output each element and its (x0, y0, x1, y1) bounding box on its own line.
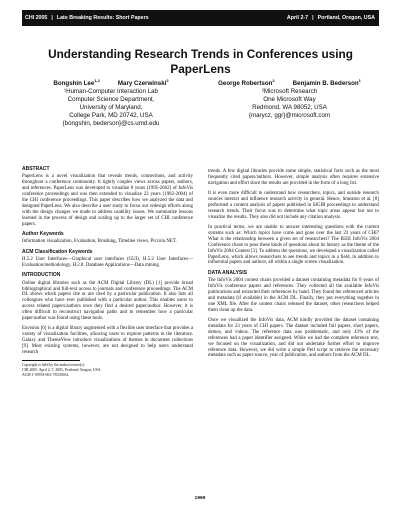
author-block-left: Bongshin Lee$^{1,2}$ Mary Czerwinski$^2$ ¹Human-Computer Interaction Lab Computer Science Department, University of Maryland, College Park, MD 20742, USA {bongshin, bederson}@cs.umd.edu (22, 77, 200, 128)
right-column (208, 169, 379, 364)
author-name: Bongshin Lee (53, 80, 95, 88)
left-column (22, 167, 193, 377)
affiliation-line: ¹Human-Computer Interaction Lab (64, 88, 158, 96)
affiliation-line: ²Microsoft Research (261, 88, 318, 96)
body-paragraph: In practical terms, we are unable to answer interesting questions with the current systems such as: Which topics have come and gone over the last 23 years of CHI? What is the relationship between a given set of researchers? The IEEE InfoVis 2004 Conference chose to pose these kinds of questions about its history as the theme of the InfoVis 2004 Contest [3]. To address the questions, we developed a visualization called PaperLens, which allows researchers to see trends and topics in a field, in addition to influential papers and authors, all within a single screen visualization. (208, 225, 379, 266)
abstract-text: PaperLens is a novel visualization that reveals trends, connections, and activity throughout a conference community. It tightly couples views across papers, authors, and references. PaperLens was developed to visualize 8 years (1995-2002) of InfoVis conference proceedings and was then extended to visualize 23 years (1982-2004) of the CHI conference proceedings. This paper describes how we analyzed the data and designed PaperLens. We also describe a user study to focus our redesign efforts along with the design changes we made to address usability issues. We summarize lessons learned in the process of design and scaling up to the larger set of CHI conference papers. (22, 174, 193, 227)
body-paragraph: The InfoVis 2004 contest chairs provided a dataset containing metadata for 8 years of InfoVis conference papers and references. They collected all the available InfoVis publications and extracted their references by hand. They found the referenced articles and metadata (if available) in the ACM DL. Finally, they put everything together in one XML file. After the contest chairs released the dataset, other researchers helped them clean up the data. (208, 278, 379, 313)
author-email: {bongshin, bederson}@cs.umd.edu (62, 120, 160, 128)
copyright-line: CHI 2005, April 2–7, 2005, Portland, Oregon, USA. (22, 368, 102, 373)
body-paragraph: Once we visualized the InfoVis data, ACM kindly provided the dataset containing metadata for 23 years of CHI papers. The dataset included full papers, short papers, demos, and videos. The reference data was problematic, and only 43% of the references had a paper identifier assigned. While we had the complete reference text, we focused on the visualization, and did not undertake further effort to improve reference data. However, we did write a simple Perl script to retrieve the necessary metadata such as paper source, year of publication, and authors from the ACM DL. (208, 318, 379, 359)
affiliation-line: Redmond, WA 98052, USA (252, 104, 327, 112)
track-name: Late Breaking Results: Short Papers (56, 15, 149, 21)
affiliation-line: Computer Science Department, (67, 96, 155, 104)
copyright-line: Copyright is held by the author/owner(s). (22, 363, 85, 368)
copyright-rule (22, 360, 80, 361)
author-name: George Robertson (218, 80, 273, 88)
author-name: Benjamin B. Bederson (292, 80, 359, 88)
author-block-right: George Robertson$^2$ Benjamin B. Bederson$^1$ ²Microsoft Research One Microsoft Way Redmond, WA 98052, USA {marycz, ggr}@microsoft.com (200, 77, 379, 120)
conference-location: Portland, Oregon, USA (317, 15, 375, 21)
body-paragraph: It is even more difficult to understand how researchers, topics, and outside research sources interact and influence research activity in general. Hence, Smeaton et al. [8] performed a content analysis of papers published in SIGIR proceedings to understand research trends. Their focus was to determine what topic areas appear but not to visualize the results. They also did not include any citation analysis. (208, 191, 379, 220)
affiliation-line: University of Maryland, (79, 104, 143, 112)
affiliation-line: One Microsoft Way (263, 96, 316, 104)
acm-heading: ACM Classification Keywords (22, 248, 93, 255)
page-number: 1969 (194, 496, 206, 501)
keywords-text: Information visualization, Evaluation, Brushing, Timeline views, Piccolo.NET. (22, 239, 177, 245)
introduction-paragraph: Online digital libraries such as the ACM Digital Library (DL) [1] provide broad bibliographical and full-text access to journals and conference proceedings. The ACM DL shows which papers cite or are cited by a particular publication. It also lists all colleagues who have ever published with a particular author. This enables users to access related papers/authors once they find a desired paper/author. However, it is often difficult to reconstruct navigation paths and to remember how a particular paper/author was found using these tools. (22, 280, 193, 322)
body-paragraph: trends. A few digital libraries provide some simple, statistical facts such as the most frequently cited papers/authors. However, simple analysis often requires extensive navigation and effort since the results are provided in the form of a long list. (208, 169, 379, 186)
paper-title: Understanding Research Trends in Conferences using PaperLens (48, 47, 353, 76)
introduction-heading: INTRODUCTION (22, 272, 61, 279)
copyright-line: ACM 1-59593-002-7/05/0004. (22, 372, 69, 377)
conference-date: April 2-7 (286, 15, 309, 21)
author-email: {marycz, ggr}@microsoft.com (248, 112, 331, 120)
conference-header-bar: CHI 2005 | Late Breaking Results: Short Papers April 2-7 | Portland, Oregon, USA (22, 10, 379, 26)
keywords-heading: Author Keywords (22, 230, 64, 237)
data-analysis-heading: DATA ANALYSIS (208, 269, 247, 276)
abstract-heading: ABSTRACT (22, 166, 50, 172)
conference-name: CHI 2005 (25, 15, 48, 21)
acm-text: H.5.2 User Interfaces—Graphical user interfaces (GUI), H.5.2 User Interfaces—Evaluation/methodology, H.2.8. Database Applications—Data mining. (22, 257, 193, 268)
author-name: Mary Czerwinski (117, 80, 167, 88)
affiliation-line: College Park, MD 20742, USA (69, 112, 153, 120)
introduction-paragraph: Envision [6] is a digital library augmented with a flexible user interface that provides a variety of visualization facilities, allowing users to explore patterns in the literature. Galaxy and ThemeView introduce visualizations of themes in document collections [9]. Most existing systems, however, are not designed to help users understand research (22, 326, 193, 356)
